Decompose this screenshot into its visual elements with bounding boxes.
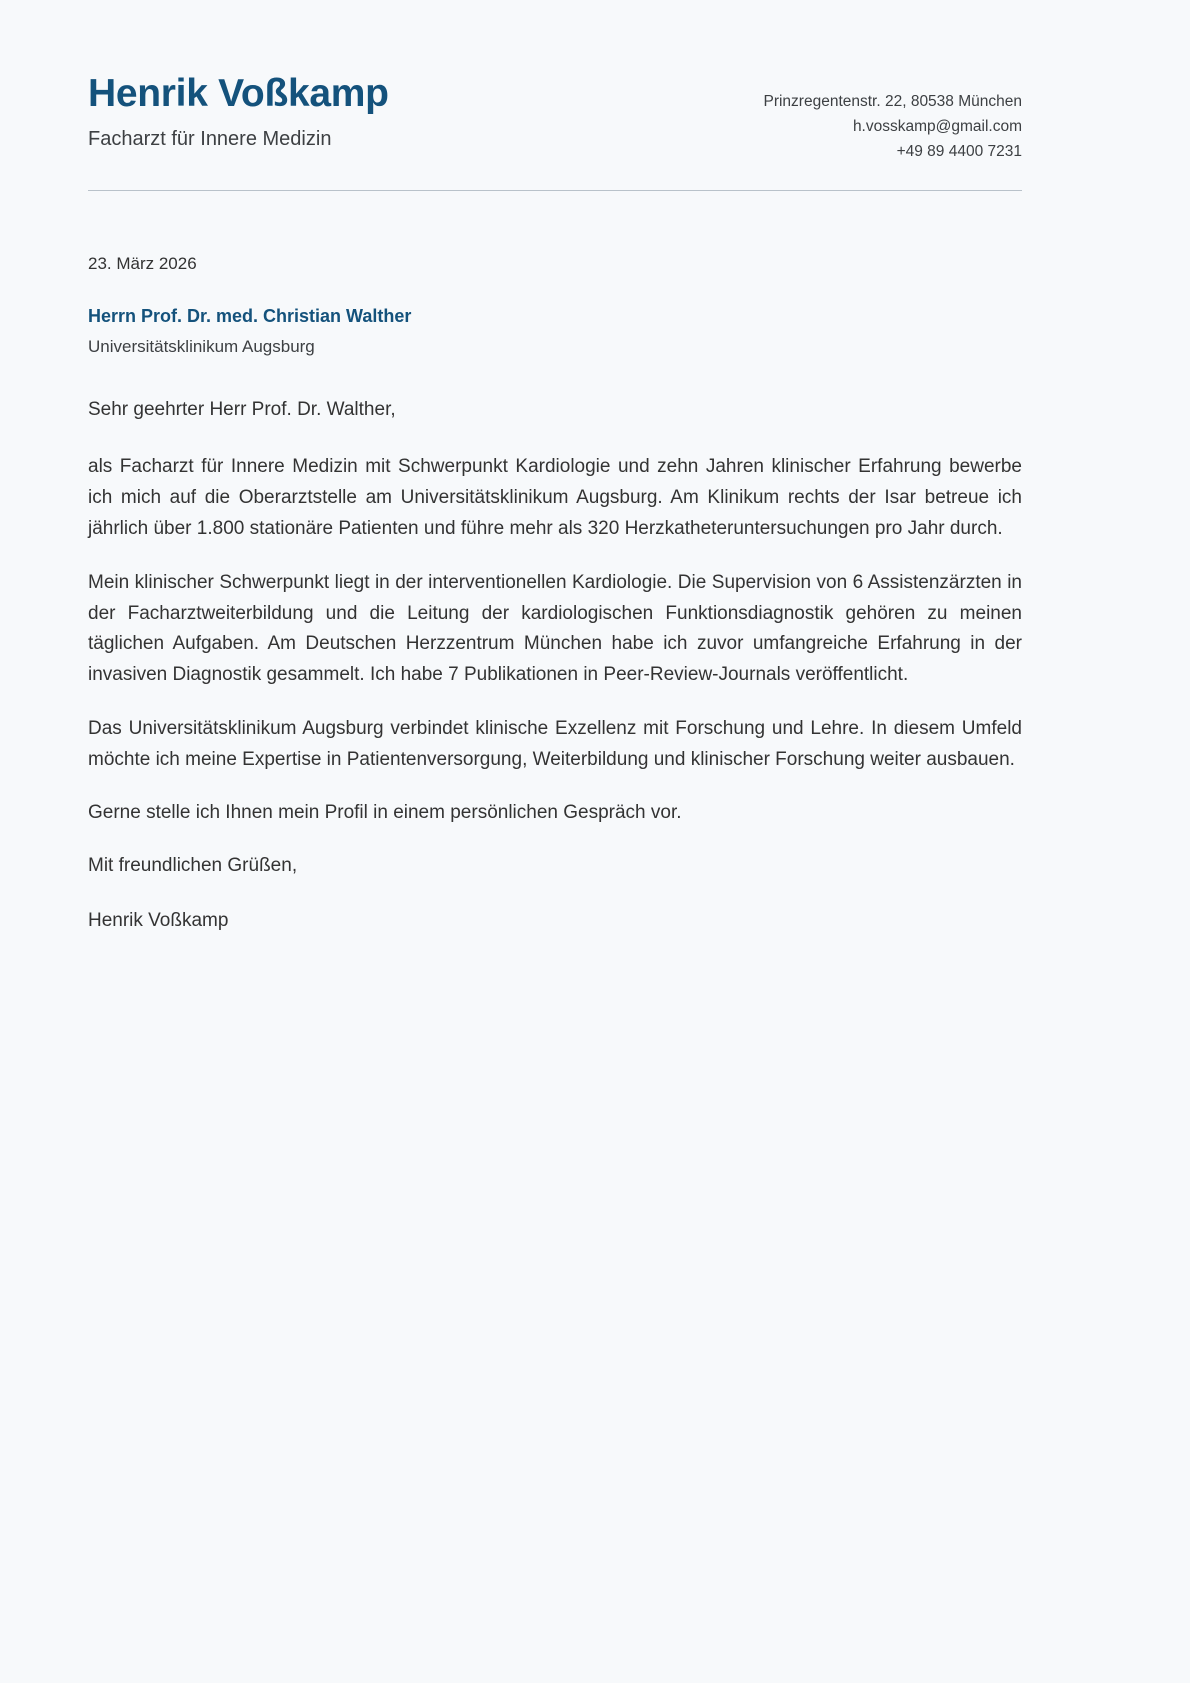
letter-date: 23. März 2026 (88, 254, 197, 274)
body-paragraph-3: Das Universitätsklinikum Augsburg verbindet klinische Exzellenz mit Forschung und Lehre. In diesem Umfeld möchte ich meine Expertise in Patientenversorgung, Weiterbildung und klinischer Forschung weiter ausbauen. (88, 717, 1022, 770)
closing-line: Mit freundlichen Grüßen, (88, 855, 298, 877)
contact-block (763, 72, 1022, 164)
body-paragraph-2: Mein klinischer Schwerpunkt liegt in der interventionellen Kardiologie. Die Supervision von 6 Assistenzärzten in der Facharztweiterbildung und die Leitung der kardiologischen Funktionsdiagnostik gehören zu meinen täglichen Aufgaben. Am Deutschen Herzzentrum München habe ich zuvor umfangreiche Erfahrung in der invasiven Diagnostik gesammelt. Ich habe 7 Publikationen in Peer-Review-Journals veröffentlicht. (88, 571, 1022, 686)
letter-body (88, 359, 1022, 935)
letter-content (88, 0, 1022, 935)
recipient-organization: Universitätsklinikum Augsburg (88, 337, 315, 357)
header-divider (88, 190, 1022, 191)
body-paragraph-4: Gerne stelle ich Ihnen mein Profil in einem persönlichen Gespräch vor. (88, 802, 682, 824)
letterhead (88, 0, 1022, 164)
contact-email[interactable]: h.vosskamp@gmail.com (852, 118, 1022, 136)
contact-phone[interactable]: +49 89 4400 7231 (896, 143, 1022, 161)
contact-address: Prinzregentenstr. 22, 80538 München (763, 93, 1022, 110)
applicant-name: Henrik Voßkamp (88, 72, 389, 115)
signature-name: Henrik Voßkamp (88, 909, 229, 931)
applicant-job-title: Facharzt für Innere Medizin (88, 127, 332, 150)
salutation: Sehr geehrter Herr Prof. Dr. Walther, (88, 398, 396, 420)
recipient-name: Herrn Prof. Dr. med. Christian Walther (88, 305, 412, 326)
identity-block (88, 72, 389, 152)
body-paragraph-1: als Facharzt für Innere Medizin mit Schwerpunkt Kardiologie und zehn Jahren klinischer Erfahrung bewerbe ich mich auf die Oberarztstelle am Universitätsklinikum Augsburg. Am Klinikum rechts der Isar betreue ich jährlich über 1.800 stationäre Patienten und führe mehr als 320 Herzkatheteruntersuchungen pro Jahr durch. (88, 456, 1022, 539)
letter-meta (88, 199, 1022, 359)
